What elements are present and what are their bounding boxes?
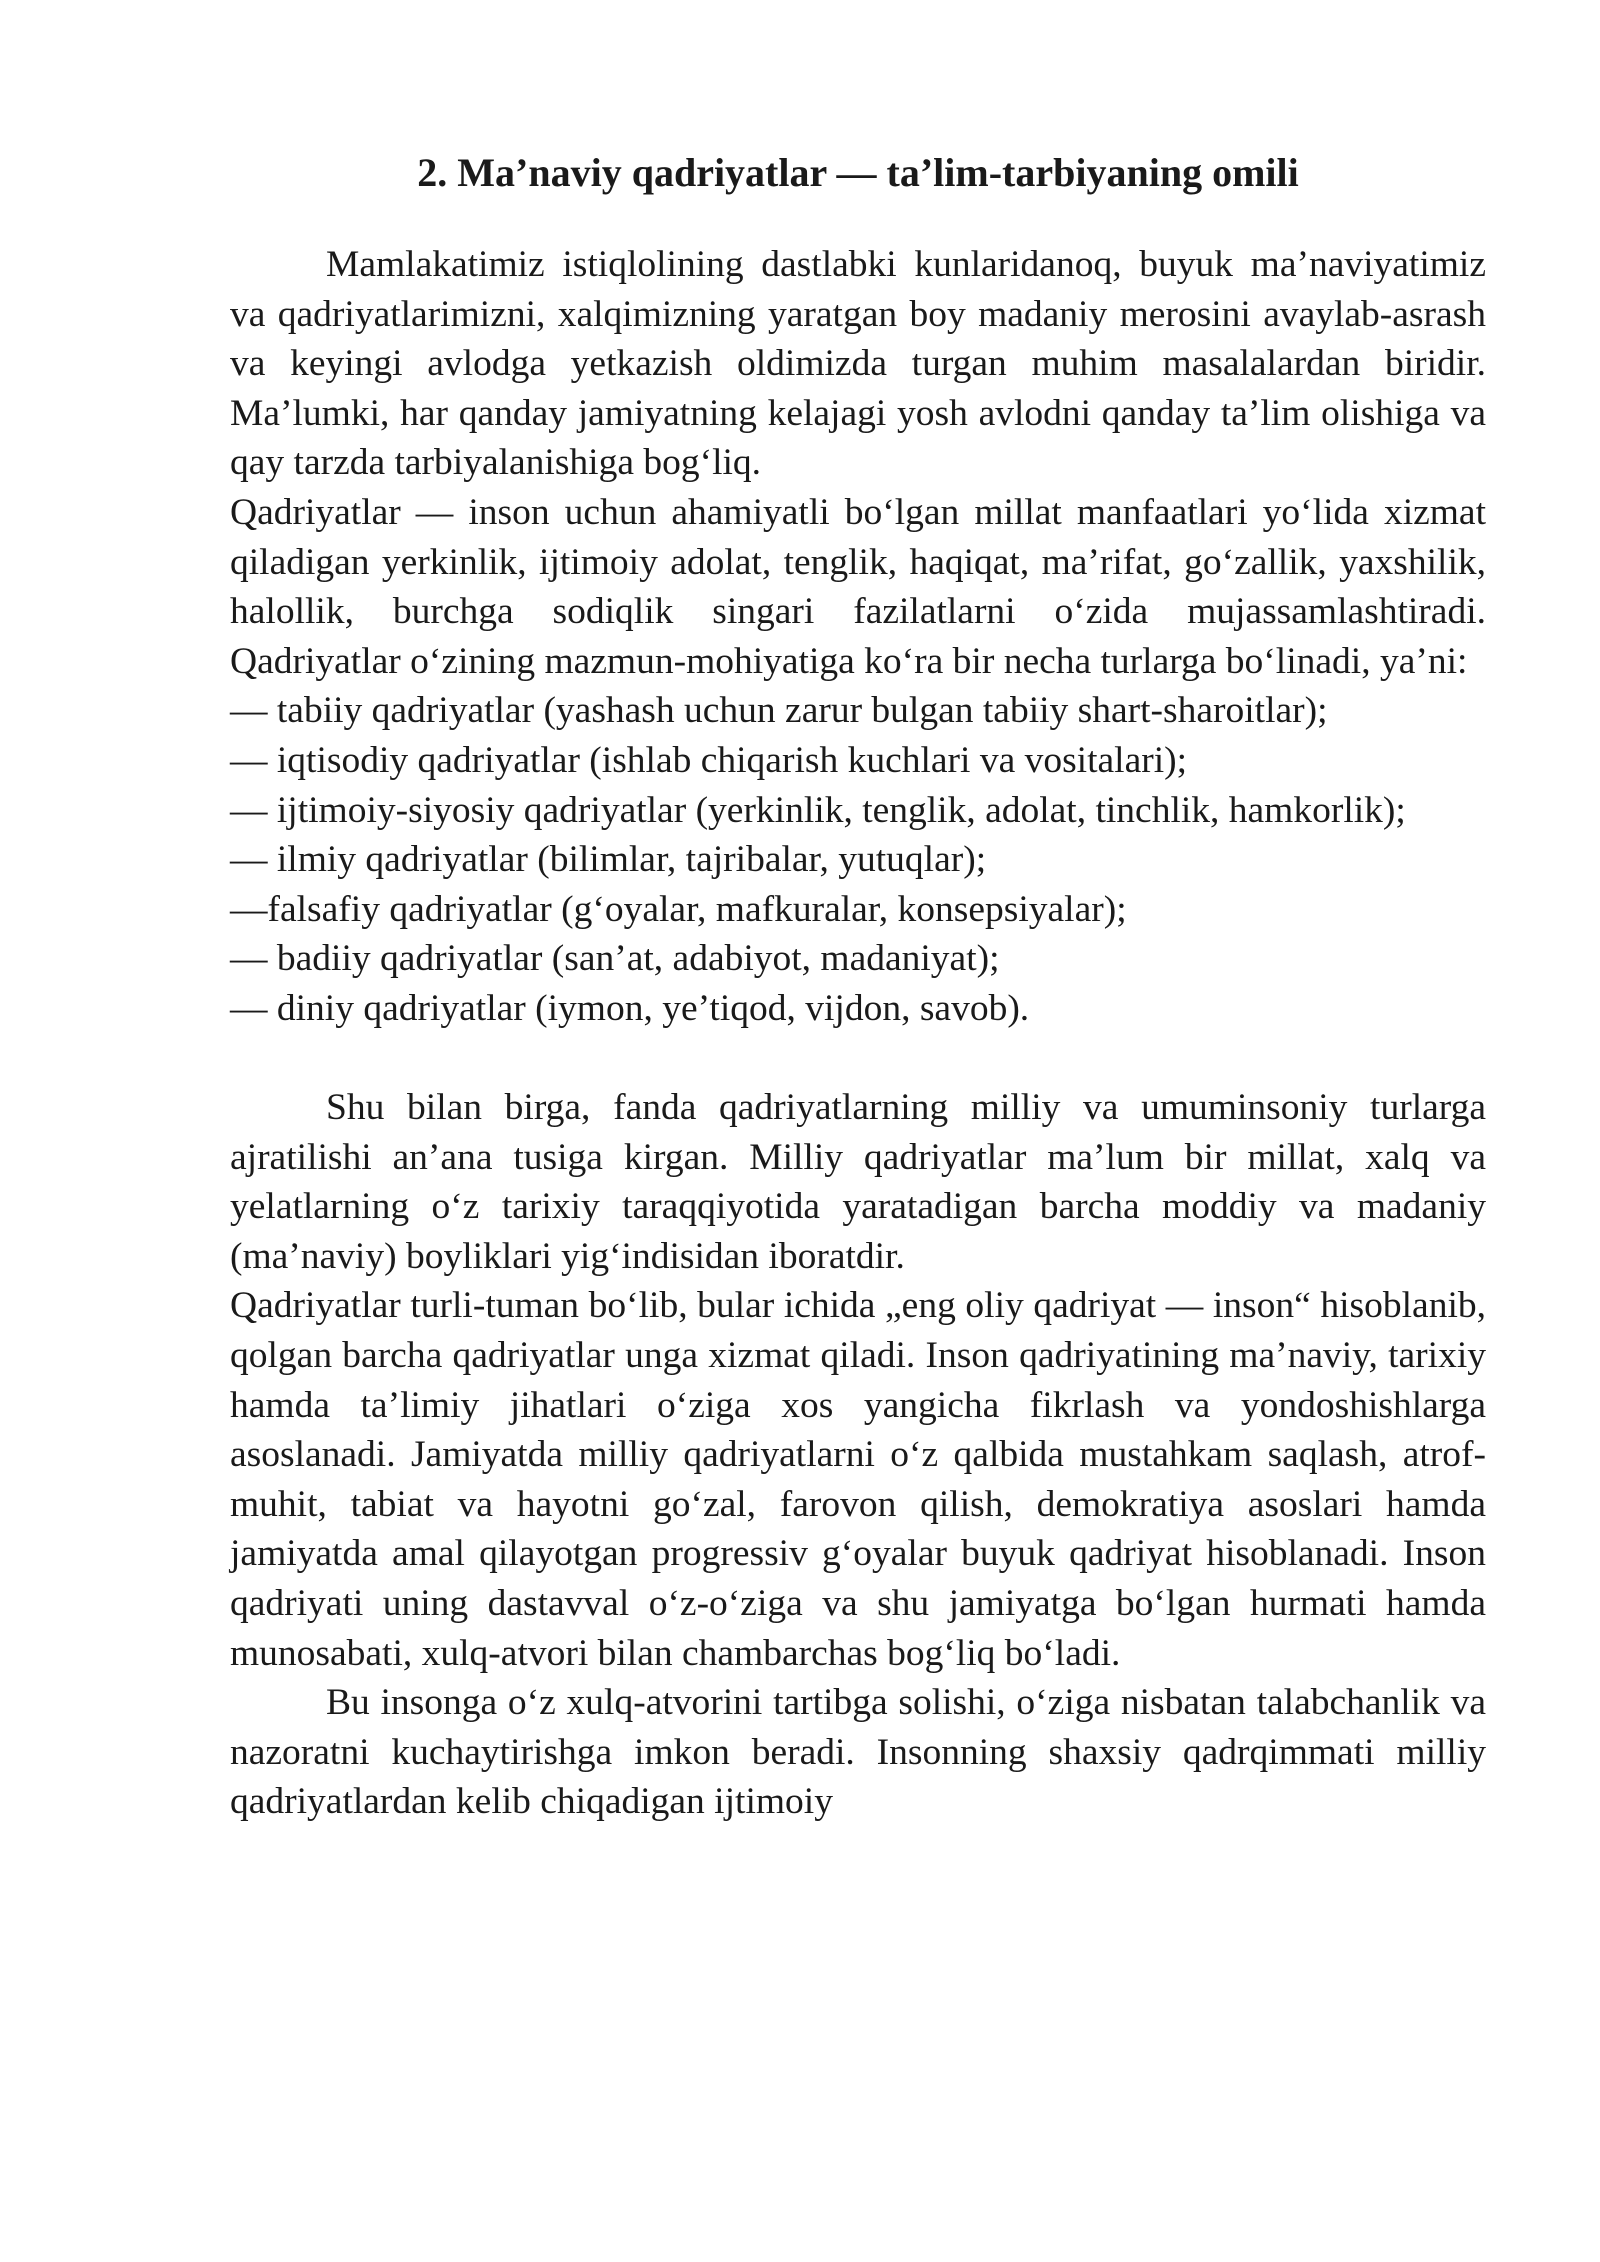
paragraph-human-value: Qadriyatlar turli-tuman bo‘lib, bular ichida „eng oliy qadriyat — inson“ hisoblanib, qolgan barcha qadriyatlar unga xizmat qiladi. Inson qadriyatining ma’naviy, tarixiy hamda ta’limiy jihatlari o‘ziga xos yangicha fikrlash va yondoshishlarga asoslanadi. Jamiyatda milliy qadriyatlarni o‘z qalbida mustahkam saqlash, atrof-muhit, tabiat va hayotni go‘zal, farovon qilish, demokratiya asoslari hamda jamiyatda amal qilayotgan progressiv g‘oyalar buyuk qadriyat hisoblanadi. Inson qadriyati uning dastavval o‘z-o‘ziga va shu jamiyatga bo‘lgan hurmati hamda munosabati, xulq-atvori bilan chambarchas bog‘liq bo‘ladi. [230, 1285, 1486, 1674]
list-item-scientific-values: — ilmiy qadriyatlar (bilimlar, tajribalar, yutuqlar); [230, 839, 987, 881]
list-item-artistic-values: — badiiy qadriyatlar (san’at, adabiyot, madaniyat); [230, 938, 1000, 980]
list-item-religious-values: — diniy qadriyatlar (iymon, ye’tiqod, vijdon, savob). [230, 987, 1030, 1029]
document-page [230, 148, 1486, 1827]
paragraph-national-values: Shu bilan birga, fanda qadriyatlarning milliy va umuminsoniy turlarga ajratilishi an’ana tusiga kirgan. Milliy qadriyatlar ma’lum bir millat, xalq va yelatlarning o‘z tarixiy taraqqiyotida yaratadigan barcha moddiy va madaniy (ma’naviy) boyliklari yig‘indisidan iboratdir. [230, 1087, 1486, 1277]
section-title: 2. Ma’naviy qadriyatlar — ta’lim-tarbiyaning omili [417, 150, 1299, 195]
paragraph-definition: Qadriyatlar — inson uchun ahamiyatli bo‘lgan millat manfaatlari yo‘lida xizmat qiladigan yerkinlik, ijtimoiy adolat, tenglik, haqiqat, ma’rifat, go‘zallik, yaxshilik, halollik, burchga sodiqlik singari fazilatlarni o‘zida mujassamlashtiradi. Qadriyatlar o‘zining mazmun-mohiyatiga ko‘ra bir necha turlarga bo‘linadi, ya’ni: [230, 491, 1486, 682]
paragraph-gap [230, 1034, 1486, 1084]
list-item-sociopolitical-values: — ijtimoiy-siyosiy qadriyatlar (yerkinlik, tenglik, adolat, tinchlik, hamkorlik); [230, 789, 1406, 831]
list-item-economic-values: — iqtisodiy qadriyatlar (ishlab chiqarish kuchlari va vositalari); [230, 739, 1188, 781]
list-item-philosophical-values: —falsafiy qadriyatlar (g‘oyalar, mafkuralar, konsepsiyalar); [230, 888, 1127, 930]
list-item-natural-values: — tabiiy qadriyatlar (yashash uchun zarur bulgan tabiiy shart-sharoitlar); [230, 690, 1328, 732]
paragraph-self-regulation: Bu insonga o‘z xulq-atvorini tartibga solishi, o‘ziga nisbatan talabchanlik va nazoratni kuchaytirishga imkon beradi. Insonning shaxsiy qadrqimmati milliy qadriyatlardan kelib chiqadigan ijtimoiy [230, 1682, 1486, 1823]
paragraph-intro: Mamlakatimiz istiqlolining dastlabki kunlaridanoq, buyuk ma’naviyatimiz va qadriyatlarimizni, xalqimizning yaratgan boy madaniy merosini avaylab-asrash va keyingi avlodga yetkazish oldimizda turgan muhim masalalardan biridir. Ma’lumki, har qanday jamiyatning kelajagi yosh avlodni qanday ta’lim olishiga va qay tarzda tarbiyalanishiga bog‘liq. [230, 244, 1486, 484]
